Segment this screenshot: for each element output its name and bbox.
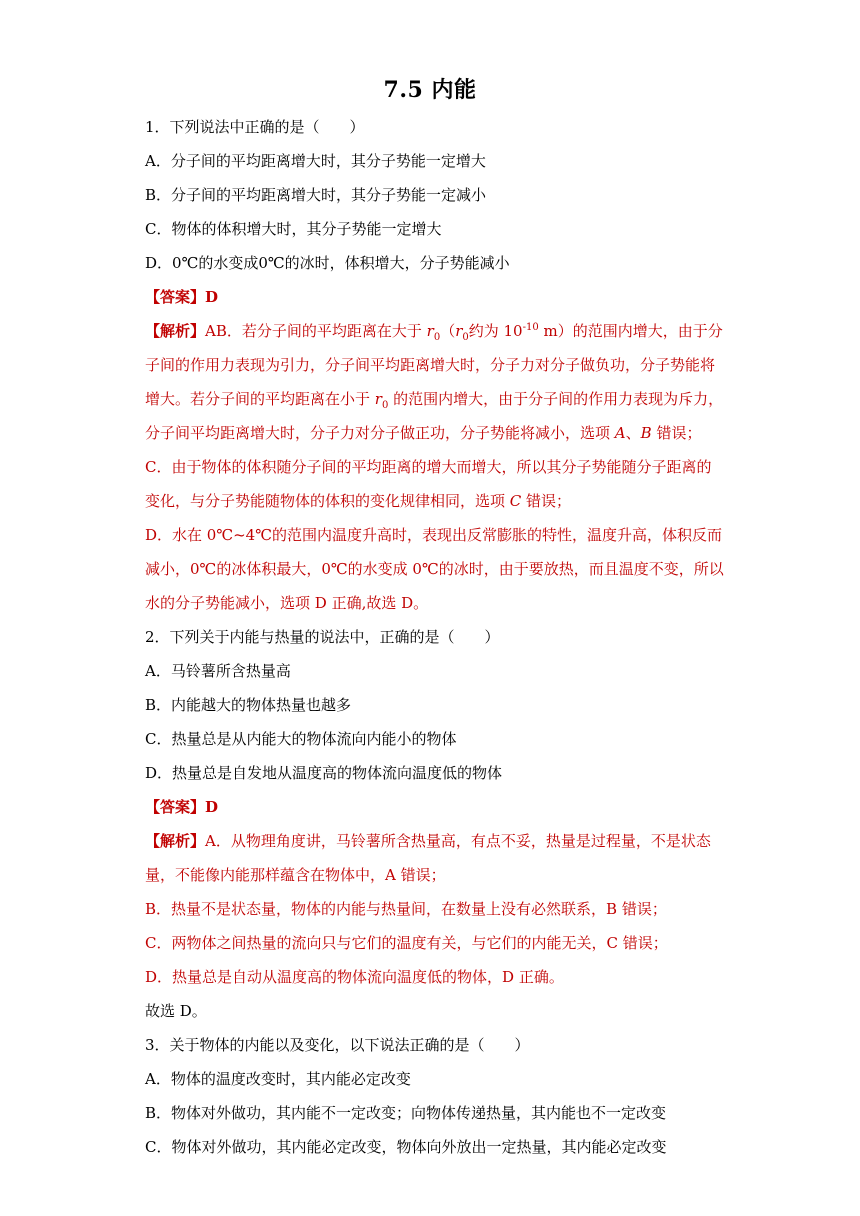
question-1-option-d: D．0℃的水变成0℃的冰时，体积增大，分子势能减小: [145, 254, 510, 272]
symbol-r: r: [426, 322, 434, 340]
analysis-label: 【解析】: [145, 322, 206, 340]
subscript-0: 0: [462, 332, 469, 343]
question-1-option-b: B．分子间的平均距离增大时，其分子势能一定减小: [145, 186, 487, 204]
analysis-text: 分子间平均距离增大时，分子力对分子做正功，分子势能将减小，选项: [145, 424, 615, 442]
question-2-option-a: A．马铃薯所含热量高: [145, 662, 291, 680]
question-3-option-a: A．物体的温度改变时，其内能必定改变: [145, 1070, 411, 1088]
option-ref-a: A: [614, 424, 626, 442]
analysis-text: 错误；: [521, 492, 572, 510]
analysis-text: m）的范围内增大，由于分: [538, 322, 723, 340]
page-title: 7.5 内能: [383, 77, 477, 103]
question-2-analysis-line-5: D．热量总是自动从温度高的物体流向温度低的物体，D 正确。: [145, 968, 564, 986]
question-1-analysis-line-5: C．由于物体的体积随分子间的平均距离的增大而增大，所以其分子势能随分子距离的: [145, 458, 712, 476]
answer-label: 【答案】: [145, 288, 206, 306]
superscript-exponent: -10: [522, 322, 539, 333]
answer-label: 【答案】: [145, 798, 206, 816]
question-1-analysis-line-2: 子间的作用力表现为引力，分子间平均距离增大时，分子力对分子做负功，分子势能将: [145, 356, 716, 374]
question-1-option-a: A．分子间的平均距离增大时，其分子势能一定增大: [145, 152, 486, 170]
question-2-option-c: C．热量总是从内能大的物体流向内能小的物体: [145, 730, 457, 748]
question-1-analysis-line-6: [145, 491, 571, 511]
question-2-analysis-line-3: B．热量不是状态量，物体的内能与热量间，在数量上没有必然联系，B 错误；: [145, 900, 667, 918]
question-1-answer: [145, 287, 218, 307]
question-2-option-b: B．内能越大的物体热量也越多: [145, 696, 352, 714]
question-2-stem: 2．下列关于内能与热量的说法中，正确的是（ ）: [145, 628, 500, 646]
question-3-stem: 3．关于物体的内能以及变化，以下说法正确的是（ ）: [145, 1036, 530, 1054]
question-1-analysis-line-7: D．水在 0℃~4℃的范围内温度升高时，表现出反常膨胀的特性，温度升高，体积反而: [145, 526, 723, 544]
question-2-analysis-line-2: 量，不能像内能那样蕴含在物体中，A 错误；: [145, 866, 446, 884]
question-2-analysis-line-4: C．两物体之间热量的流向只与它们的温度有关，与它们的内能无关，C 错误；: [145, 934, 668, 952]
question-2-option-d: D．热量总是自发地从温度高的物体流向温度低的物体: [145, 764, 503, 782]
question-2-analysis-line-1: [145, 831, 711, 851]
analysis-text: 、: [625, 424, 641, 442]
question-1-analysis-line-3: [145, 389, 723, 409]
question-3-option-c: C．物体对外做功，其内能必定改变，物体向外放出一定热量，其内能必定改变: [145, 1138, 667, 1156]
analysis-text: （: [440, 322, 456, 340]
option-ref-b: B: [640, 424, 652, 442]
analysis-text: AB．若分子间的平均距离在大于: [205, 322, 427, 340]
subscript-0: 0: [433, 332, 441, 343]
analysis-text: 错误；: [651, 424, 702, 442]
question-3-option-b: B．物体对外做功，其内能不一定改变；向物体传递热量，其内能也不一定改变: [145, 1104, 667, 1122]
question-1-analysis-line-8: 减小，0℃的冰体积最大，0℃的水变成 0℃的冰时，由于要放热，而且温度不变，所以: [145, 560, 724, 578]
analysis-text: A．从物理角度讲，马铃薯所含热量高，有点不妥，热量是过程量，不是状态: [205, 832, 711, 850]
question-1-analysis-line-9: 水的分子势能减小，选项 D 正确,故选 D。: [145, 594, 429, 612]
answer-value: D: [205, 288, 219, 306]
analysis-text: 增大。若分子间的平均距离在小于: [145, 390, 375, 408]
question-2-answer: [145, 797, 218, 817]
question-2-conclusion: 故选 D。: [145, 1002, 207, 1020]
analysis-text: 变化，与分子势能随物体的体积的变化规律相同，选项: [145, 492, 510, 510]
subscript-0: 0: [381, 400, 389, 411]
symbol-r: r: [455, 322, 463, 340]
question-1-stem: 1．下列说法中正确的是（ ）: [145, 118, 365, 136]
question-1-analysis-line-4: [145, 423, 701, 443]
analysis-text: 的范围内增大，由于分子间的作用力表现为斥力，: [388, 390, 724, 408]
answer-value: D: [205, 798, 219, 816]
analysis-text: 约为 10: [468, 322, 523, 340]
option-ref-c: C: [509, 492, 522, 510]
question-1-option-c: C．物体的体积增大时，其分子势能一定增大: [145, 220, 442, 238]
question-1-analysis-line-1: [145, 321, 723, 341]
symbol-r: r: [374, 390, 382, 408]
analysis-label: 【解析】: [145, 832, 206, 850]
